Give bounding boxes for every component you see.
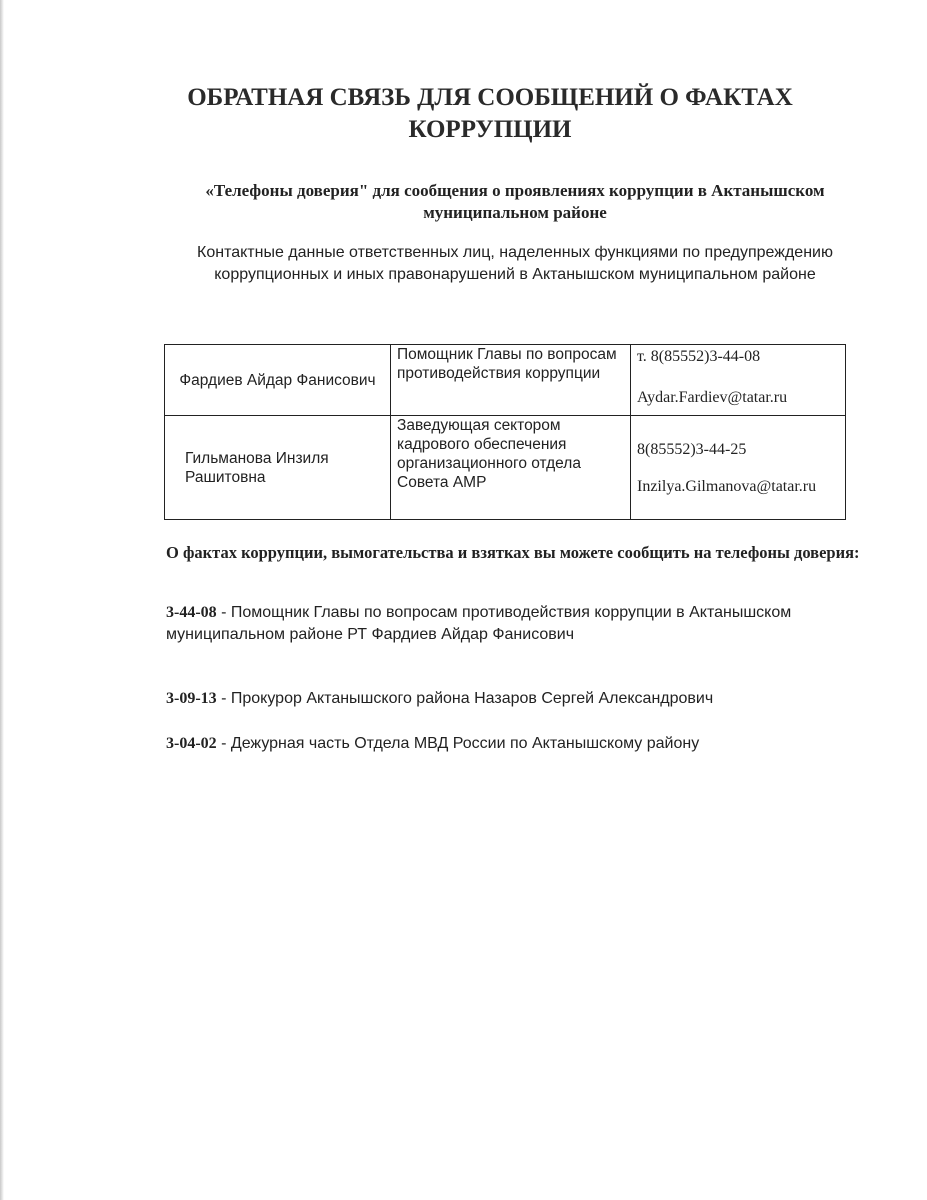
table-row xyxy=(165,345,846,416)
contact-email[interactable]: Aydar.Fardiev@tatar.ru xyxy=(637,389,788,406)
scan-edge xyxy=(0,0,4,1200)
hotline-code: 3-44-08 xyxy=(166,604,217,621)
report-heading: О фактах коррупции, вымогательства и взятках вы можете сообщить на телефоны доверия: xyxy=(166,543,860,562)
contact-name: Фардиев Айдар Фанисович xyxy=(165,345,391,416)
hotline-item xyxy=(166,688,866,710)
table-row xyxy=(165,416,846,520)
hotline-text: - Помощник Главы по вопросам противодействия коррупции в Актанышском муниципальном районе РТ Фардиев Айдар Фанисович xyxy=(166,604,792,643)
document-subtitle: «Телефоны доверия" для сообщения о проявлениях коррупции в Актанышском муниципальном районе xyxy=(205,181,825,222)
contact-phone: 8(85552)3-44-25 xyxy=(637,440,747,458)
contact-position: Заведующая сектором кадрового обеспечения организационного отдела Совета АМР xyxy=(391,416,631,520)
hotline-text: - Прокурор Актанышского района Назаров Сергей Александрович xyxy=(216,690,714,707)
hotline-code: 3-04-02 xyxy=(166,735,217,752)
contacts-table xyxy=(164,344,846,520)
title-line-1: ОБРАТНАЯ СВЯЗЬ ДЛЯ СООБЩЕНИЙ О ФАКТАХ xyxy=(187,84,793,111)
contact-position: Помощник Главы по вопросам противодействия коррупции xyxy=(391,345,631,416)
document-title xyxy=(160,82,820,146)
hotline-code: 3-09-13 xyxy=(166,690,217,707)
title-line-2: КОРРУПЦИИ xyxy=(408,116,572,143)
hotline-item xyxy=(166,602,866,646)
contact-email[interactable]: Inzilya.Gilmanova@tatar.ru xyxy=(637,477,817,495)
contacts-intro: Контактные данные ответственных лиц, наделенных функциями по предупреждению коррупционных и иных правонарушений в Актанышском муниципальном районе xyxy=(197,244,833,283)
contact-phone: т. 8(85552)3-44-08 xyxy=(637,348,761,365)
hotline-item xyxy=(166,733,866,755)
contact-name: Гильманова Инзиля Рашитовна xyxy=(165,416,391,520)
contact-details xyxy=(631,345,846,416)
hotline-text: - Дежурная часть Отдела МВД России по Актанышскому району xyxy=(216,735,700,752)
contact-details xyxy=(631,416,846,520)
